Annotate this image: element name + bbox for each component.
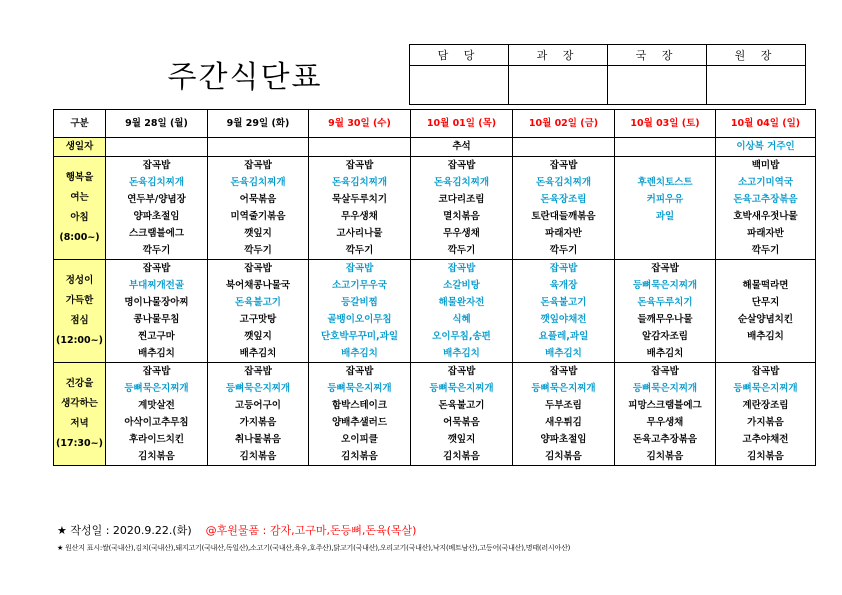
menu-item: 계맛살전 [106, 397, 208, 414]
menu-item: 등뼈묵은지찌개 [615, 277, 716, 294]
menu-item: 잡곡밥 [106, 260, 208, 278]
menu-item: 돈육불고기 [208, 294, 309, 311]
menu-item: 배추김치 [208, 345, 309, 363]
menu-item: 토란대들깨볶음 [513, 208, 615, 225]
birthday-cell [106, 138, 208, 157]
menu-item: 김치볶음 [411, 448, 513, 466]
footer-author [57, 522, 416, 538]
menu-item: 아삭이고추무침 [106, 414, 208, 431]
menu-item: 김치볶음 [615, 448, 716, 466]
menu-item: 돈육김치찌개 [309, 174, 411, 191]
approval-box [409, 44, 806, 105]
approval-title: 담 당 [410, 45, 509, 66]
menu-item: 돈육고추장볶음 [615, 431, 716, 448]
menu-item: 오이피클 [309, 431, 411, 448]
meal-label [54, 157, 106, 260]
menu-item: 양파초절임 [513, 431, 615, 448]
menu-item: 오이무침,송편 [411, 328, 513, 345]
menu-item: 무우생채 [411, 225, 513, 242]
menu-item: 무우생채 [309, 208, 411, 225]
menu-item: 깍두기 [106, 242, 208, 260]
meal-label-line: 여는 [70, 192, 89, 203]
menu-item: 고사리나물 [309, 225, 411, 242]
menu-item: 파래자반 [716, 225, 816, 242]
menu-item: 두부조림 [513, 397, 615, 414]
approval-sign-box [707, 66, 806, 105]
page-title: 주간식단표 [167, 60, 323, 95]
meal-label-line: 저녁 [70, 418, 89, 429]
menu-item: 잡곡밥 [615, 260, 716, 278]
menu-item: 단무지 [716, 294, 816, 311]
menu-item: 잡곡밥 [716, 363, 816, 381]
menu-row [54, 380, 816, 397]
meal-label-line: 점심 [70, 315, 89, 326]
menu-row [54, 448, 816, 466]
menu-row [54, 345, 816, 363]
menu-item: 잡곡밥 [309, 157, 411, 175]
menu-item: 미역줄기볶음 [208, 208, 309, 225]
menu-item: 등뼈묵은지찌개 [309, 380, 411, 397]
menu-item: 잡곡밥 [309, 363, 411, 381]
menu-row [54, 414, 816, 431]
menu-item: 등뼈묵은지찌개 [411, 380, 513, 397]
menu-item: 코다리조림 [411, 191, 513, 208]
menu-item: 고추야채전 [716, 431, 816, 448]
menu-row [54, 191, 816, 208]
menu-item: 돈육고추장볶음 [716, 191, 816, 208]
origin-notice: ★ 원산지 표시:쌀(국내산),김치(국내산),돼지고기(국내산,독일산),소고기(국내산,육우,호주산),닭고기(국내산),오리고기(국내산),낙지(베트남산),고등어(국내산),명태(러시아산) [57, 544, 571, 552]
menu-item: 고등어구이 [208, 397, 309, 414]
meal-label-line: 생각하는 [61, 398, 98, 409]
menu-item: 콩나물무침 [106, 311, 208, 328]
menu-item: 돈육김치찌개 [411, 174, 513, 191]
menu-item: 배추김치 [513, 345, 615, 363]
menu-item: 김치볶음 [106, 448, 208, 466]
menu-item: 북어채콩나물국 [208, 277, 309, 294]
menu-item: 김치볶음 [309, 448, 411, 466]
menu-item: 식혜 [411, 311, 513, 328]
menu-item: 소고기미역국 [716, 174, 816, 191]
meal-label-line: 정성이 [65, 275, 94, 286]
approval-sign-box [509, 66, 608, 105]
menu-item: 등뼈묵은지찌개 [106, 380, 208, 397]
approval-title: 국 장 [608, 45, 707, 66]
meal-label-line: (17:30~) [56, 438, 103, 449]
day-header: 9월 30일 (수) [309, 110, 411, 138]
menu-item: 피망스크램블에그 [615, 397, 716, 414]
menu-item: 배추김치 [411, 345, 513, 363]
menu-item: 파래자반 [513, 225, 615, 242]
menu-item: 찐고구마 [106, 328, 208, 345]
menu-row [54, 260, 816, 278]
menu-item: 돈육장조림 [513, 191, 615, 208]
menu-item: 새우튀김 [513, 414, 615, 431]
menu-item: 잡곡밥 [208, 157, 309, 175]
menu-item: 순살양념치킨 [716, 311, 816, 328]
menu-item: 깻잎야채전 [513, 311, 615, 328]
menu-item: 해물완자전 [411, 294, 513, 311]
menu-item: 과일 [615, 208, 716, 225]
menu-item: 배추김치 [615, 345, 716, 363]
menu-item: 취나물볶음 [208, 431, 309, 448]
approval-sign-box [608, 66, 707, 105]
menu-item: 잡곡밥 [411, 157, 513, 175]
menu-item [716, 345, 816, 363]
menu-item [615, 225, 716, 242]
menu-row [54, 225, 816, 242]
menu-item: 커피우유 [615, 191, 716, 208]
day-header: 10월 03일 (토) [615, 110, 716, 138]
menu-item: 돈육불고기 [513, 294, 615, 311]
menu-item: 잡곡밥 [411, 260, 513, 278]
menu-item: 깻잎지 [208, 328, 309, 345]
menu-item: 돈육김치찌개 [208, 174, 309, 191]
menu-item: 고구맛탕 [208, 311, 309, 328]
menu-item: 깍두기 [513, 242, 615, 260]
menu-item: 배추김치 [309, 345, 411, 363]
birthday-cell [208, 138, 309, 157]
day-header: 10월 04일 (일) [716, 110, 816, 138]
menu-item: 양배추샐러드 [309, 414, 411, 431]
menu-item: 무우생채 [615, 414, 716, 431]
menu-item: 배추김치 [716, 328, 816, 345]
menu-item: 잡곡밥 [106, 157, 208, 175]
menu-item: 명이나물장아찌 [106, 294, 208, 311]
menu-item [615, 157, 716, 175]
day-header: 9월 28일 (월) [106, 110, 208, 138]
menu-item: 백미밥 [716, 157, 816, 175]
menu-item: 계란장조림 [716, 397, 816, 414]
menu-row [54, 174, 816, 191]
donation-items: @후원물품 : 감자,고구마,돈등뼈,돈육(목살) [205, 524, 417, 537]
birthday-cell: 추석 [411, 138, 513, 157]
menu-item: 스크램블에그 [106, 225, 208, 242]
menu-item: 호박새우젓나물 [716, 208, 816, 225]
menu-item: 묵살두루치기 [309, 191, 411, 208]
menu-item: 함박스테이크 [309, 397, 411, 414]
menu-item: 깍두기 [716, 242, 816, 260]
gubun-header: 구분 [54, 110, 106, 138]
menu-item: 골뱅이오이무침 [309, 311, 411, 328]
menu-item: 멸치볶음 [411, 208, 513, 225]
menu-row [54, 397, 816, 414]
menu-row [54, 431, 816, 448]
day-header: 9월 29일 (화) [208, 110, 309, 138]
menu-item: 요플레,과일 [513, 328, 615, 345]
menu-item: 깍두기 [208, 242, 309, 260]
meal-label [54, 260, 106, 363]
meal-label-line: 가득한 [65, 295, 94, 306]
menu-item: 김치볶음 [513, 448, 615, 466]
menu-item: 잡곡밥 [615, 363, 716, 381]
meal-label-line: 아침 [70, 212, 89, 223]
birthday-cell [615, 138, 716, 157]
menu-row [54, 157, 816, 175]
menu-item: 양파초절임 [106, 208, 208, 225]
menu-item: 육개장 [513, 277, 615, 294]
menu-item: 단호박무꾸미,과일 [309, 328, 411, 345]
birthday-cell [513, 138, 615, 157]
menu-item: 돈육김치찌개 [513, 174, 615, 191]
approval-sign-box [410, 66, 509, 105]
menu-item: 부대찌개전골 [106, 277, 208, 294]
menu-item: 들깨무우나물 [615, 311, 716, 328]
menu-item: 어묵볶음 [208, 191, 309, 208]
menu-item: 잡곡밥 [513, 157, 615, 175]
menu-item: 깍두기 [309, 242, 411, 260]
menu-item: 소고기무우국 [309, 277, 411, 294]
menu-item: 깻잎지 [411, 431, 513, 448]
menu-row [54, 363, 816, 381]
menu-item: 깍두기 [411, 242, 513, 260]
meal-label-line: (8:00~) [59, 232, 100, 243]
menu-item: 잡곡밥 [513, 260, 615, 278]
menu-row [54, 294, 816, 311]
meal-label-line: 행복을 [65, 172, 94, 183]
menu-item: 잡곡밥 [513, 363, 615, 381]
day-header: 10월 01일 (목) [411, 110, 513, 138]
menu-item: 소갈비탕 [411, 277, 513, 294]
menu-item: 배추김치 [106, 345, 208, 363]
menu-item: 잡곡밥 [411, 363, 513, 381]
menu-item: 해물떡라면 [716, 277, 816, 294]
menu-item: 가지볶음 [716, 414, 816, 431]
menu-item: 등뼈묵은지찌개 [208, 380, 309, 397]
meal-label-line: 건강을 [65, 378, 94, 389]
birthday-label: 생일자 [54, 138, 106, 157]
menu-item: 김치볶음 [716, 448, 816, 466]
menu-row [54, 277, 816, 294]
menu-item: 등뼈묵은지찌개 [513, 380, 615, 397]
menu-item [615, 242, 716, 260]
menu-item: 연두부/양념장 [106, 191, 208, 208]
menu-row [54, 328, 816, 345]
approval-title: 원 장 [707, 45, 806, 66]
menu-row [54, 242, 816, 260]
birthday-cell [309, 138, 411, 157]
menu-item: 돈육불고기 [411, 397, 513, 414]
menu-row [54, 311, 816, 328]
menu-item: 어묵볶음 [411, 414, 513, 431]
menu-item: 알감자조림 [615, 328, 716, 345]
menu-item: 등뼈묵은지찌개 [615, 380, 716, 397]
menu-row [54, 208, 816, 225]
menu-item: 후렌치토스트 [615, 174, 716, 191]
menu-item: 잡곡밥 [208, 363, 309, 381]
meal-label [54, 363, 106, 466]
day-header: 10월 02일 (금) [513, 110, 615, 138]
menu-item: 잡곡밥 [208, 260, 309, 278]
menu-item: 김치볶음 [208, 448, 309, 466]
menu-item: 가지볶음 [208, 414, 309, 431]
menu-item: 등뼈묵은지찌개 [716, 380, 816, 397]
approval-title: 과 장 [509, 45, 608, 66]
menu-item: 잡곡밥 [106, 363, 208, 381]
menu-item: 깻잎지 [208, 225, 309, 242]
menu-item: 잡곡밥 [309, 260, 411, 278]
menu-item: 돈육김치찌개 [106, 174, 208, 191]
menu-item [716, 260, 816, 278]
menu-table [53, 109, 816, 466]
meal-label-line: (12:00~) [56, 335, 103, 346]
birthday-cell: 이상복 거주인 [716, 138, 816, 157]
menu-item: 돈육두루치기 [615, 294, 716, 311]
menu-item: 등갈비찜 [309, 294, 411, 311]
menu-item: 후라이드치킨 [106, 431, 208, 448]
author-date: ★ 작성일 : 2020.9.22.(화) [57, 524, 192, 537]
